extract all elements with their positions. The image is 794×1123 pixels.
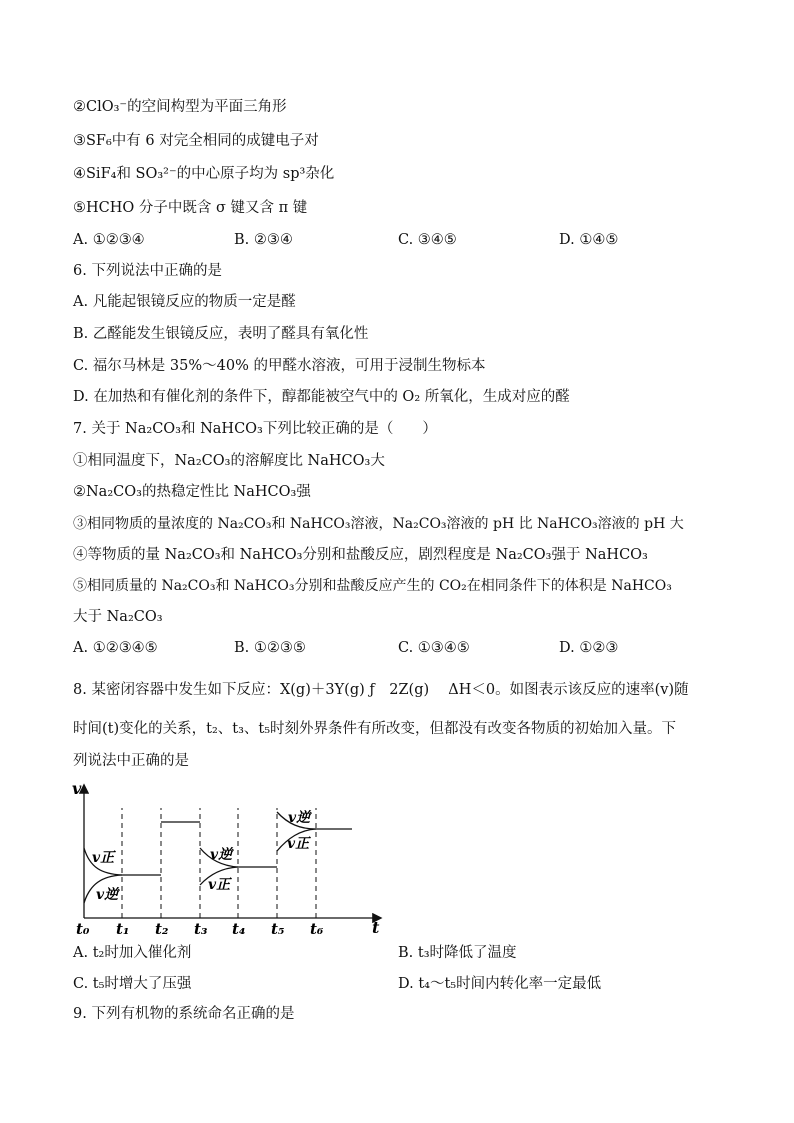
label-v-reverse-2: v逆 — [210, 847, 233, 863]
q8-option-b: B. t₃时降低了温度 — [398, 945, 517, 961]
q5-item-5: ⑤HCHO 分子中既含 σ 键又含 π 键 — [73, 200, 308, 216]
q8-option-d: D. t₄～t₅时间内转化率一定最低 — [398, 976, 602, 992]
q7-option-a: A. ①②③④⑤ — [73, 640, 158, 656]
q7-item-4: ④等物质的量 Na₂CO₃和 NaHCO₃分别和盐酸反应，剧烈程度是 Na₂CO₃强于 NaHCO₃ — [73, 547, 648, 563]
q8-stem-3: 列说法中正确的是 — [73, 753, 189, 769]
q6-stem: 6. 下列说法中正确的是 — [73, 263, 222, 279]
q7-option-b: B. ①②③⑤ — [234, 640, 306, 656]
q7-item-3: ③相同物质的量浓度的 Na₂CO₃和 NaHCO₃溶液，Na₂CO₃溶液的 pH 比 NaHCO₃溶液的 pH 大 — [73, 516, 684, 532]
q7-option-d: D. ①②③ — [559, 640, 619, 656]
q6-option-b: B. 乙醛能发生银镜反应，表明了醛具有氧化性 — [73, 326, 369, 342]
label-v-reverse-3: v逆 — [288, 810, 311, 826]
tick-t4: t₄ — [232, 920, 246, 938]
q6-option-d: D. 在加热和有催化剂的条件下，醇都能被空气中的 O₂ 所氧化，生成对应的醛 — [73, 389, 570, 405]
q7-item-5: ⑤相同质量的 Na₂CO₃和 NaHCO₃分别和盐酸反应产生的 CO₂在相同条件下的体积是 NaHCO₃ — [73, 578, 672, 594]
q5-option-a: A. ①②③④ — [73, 232, 145, 248]
q5-item-2: ②ClO₃⁻的空间构型为平面三角形 — [73, 99, 287, 115]
q8-stem-1: 8. 某密闭容器中发生如下反应：X(g)＋3Y(g) ƒ 2Z(g) ΔH＜0。如图表示该反应的速率(v)随 — [73, 682, 689, 698]
y-axis-label: v — [72, 779, 82, 798]
q7-item-5-cont: 大于 Na₂CO₃ — [73, 609, 163, 625]
q9-stem: 9. 下列有机物的系统命名正确的是 — [73, 1006, 295, 1022]
q5-option-c: C. ③④⑤ — [398, 232, 457, 248]
q8-stem-2: 时间(t)变化的关系，t₂、t₃、t₅时刻外界条件有所改变，但都没有改变各物质的初始加入量。下 — [73, 721, 677, 737]
q7-stem: 7. 关于 Na₂CO₃和 NaHCO₃下列比较正确的是（ ） — [73, 421, 437, 437]
label-v-reverse-1: v逆 — [96, 887, 119, 903]
tick-t0: t₀ — [76, 920, 90, 938]
q7-option-c: C. ①③④⑤ — [398, 640, 470, 656]
q5-option-d: D. ①④⑤ — [559, 232, 619, 248]
label-v-forward-1: v正 — [92, 850, 115, 866]
q7-item-2: ②Na₂CO₃的热稳定性比 NaHCO₃强 — [73, 484, 311, 500]
tick-t6: t₆ — [310, 920, 324, 938]
q8-option-a: A. t₂时加入催化剂 — [73, 945, 192, 961]
rate-time-figure — [66, 774, 386, 940]
label-v-forward-3: v正 — [287, 836, 310, 852]
tick-t1: t₁ — [116, 920, 130, 938]
q5-option-b: B. ②③④ — [234, 232, 293, 248]
tick-t2: t₂ — [155, 920, 169, 938]
q7-item-1: ①相同温度下，Na₂CO₃的溶解度比 NaHCO₃大 — [73, 453, 385, 469]
q6-option-a: A. 凡能起银镜反应的物质一定是醛 — [73, 294, 296, 310]
x-axis-label: t — [372, 918, 380, 937]
tick-t5: t₅ — [271, 920, 285, 938]
tick-t3: t₃ — [194, 920, 208, 938]
q6-option-c: C. 福尔马林是 35%～40% 的甲醛水溶液，可用于浸制生物标本 — [73, 358, 486, 374]
label-v-forward-2: v正 — [208, 877, 231, 893]
q5-item-3: ③SF₆中有 6 对完全相同的成键电子对 — [73, 133, 319, 149]
q8-option-c: C. t₅时增大了压强 — [73, 976, 192, 992]
q5-item-4: ④SiF₄和 SO₃²⁻的中心原子均为 sp³杂化 — [73, 166, 335, 182]
